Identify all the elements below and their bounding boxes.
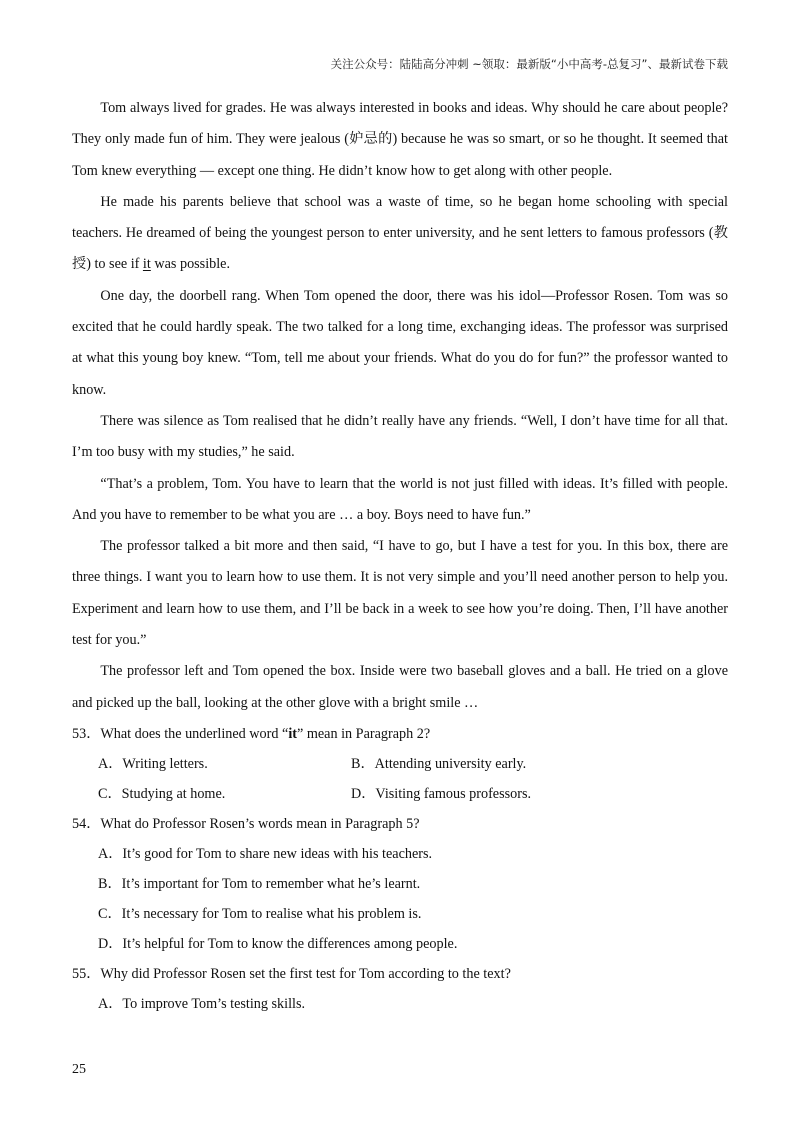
page-header: 关注公众号：陆陆高分冲刺 ~领取：最新版“小中高考-总复习”、最新试卷下载	[330, 57, 728, 71]
paragraph-7	[72, 656, 728, 719]
paragraph-6-text: The professor talked a bit more and then said, “I have to go, but I have a test for you. In this box, there are three things. I want you to learn how to use them. It is not very simple and you’ll need another person to help you. Experiment and learn how to use them, and I’ll be back in a week to see how you’re doing. Then, I’ll have another test for you.”	[72, 538, 728, 649]
paragraph-5	[72, 469, 728, 532]
paragraph-2-text-after: was possible.	[150, 256, 231, 273]
paragraph-3	[72, 281, 728, 406]
paragraph-6	[72, 531, 728, 656]
question-53-option-c: C．Studying at home.	[98, 785, 226, 802]
question-54-option-b: B．It’s important for Tom to remember what he’s learnt.	[98, 875, 421, 892]
question-54-option-a: A．It’s good for Tom to share new ideas with his teachers.	[98, 845, 433, 862]
question-54-option-c: C．It’s necessary for Tom to realise what his problem is.	[98, 905, 422, 922]
document-body	[72, 93, 728, 1019]
paragraph-7-text: The professor left and Tom opened the box. Inside were two baseball gloves and a ball. He tried on a glove and picked up the ball, looking at the other glove with a bright smile …	[72, 663, 728, 711]
question-53-option-a: A．Writing letters.	[98, 755, 208, 772]
paragraph-3-text: One day, the doorbell rang. When Tom opened the door, there was his idol—Professor Rosen. Tom was so excited that he could hardly speak. The two talked for a long time, exchanging ideas. The professor was surprised at what this young boy knew. “Tom, tell me about your friends. What do you do for fun?” the professor wanted to know.	[72, 287, 728, 398]
question-53-prefix: 53．What does the underlined word “	[72, 725, 289, 742]
question-53-option-d: D．Visiting famous professors.	[351, 785, 532, 802]
page-number: 25	[72, 1062, 86, 1077]
underlined-word-it: it	[142, 256, 151, 273]
paragraph-1-text: Tom always lived for grades. He was always interested in books and ideas. Why should he care about people? They only made fun of him. They were jealous (妒忌的) because he was so smart, or so he thought. It seemed that Tom knew everything — except one thing. He didn’t know how to get along with other people.	[72, 100, 728, 179]
paragraph-4-text: There was silence as Tom realised that he didn’t really have any friends. “Well, I don’t have time for all that. I’m too busy with my studies,” he said.	[72, 412, 728, 461]
paragraph-2	[72, 187, 728, 281]
question-53	[72, 719, 728, 749]
question-53-options-row-2	[72, 779, 728, 809]
paragraph-1	[72, 93, 728, 187]
paragraph-5-text: “That’s a problem, Tom. You have to learn that the world is not just filled with ideas. It’s filled with people. And you have to remember to be what you are … a boy. Boys need to have fun.”	[72, 475, 728, 523]
question-53-options-row-1	[72, 749, 728, 779]
question-53-suffix: ” mean in Paragraph 2?	[296, 725, 431, 742]
question-55-option-a: A．To improve Tom’s testing skills.	[98, 995, 306, 1012]
question-53-bold-word: it	[288, 725, 297, 742]
question-54-option-d: D．It’s helpful for Tom to know the differences among people.	[98, 935, 458, 952]
question-53-option-b: B．Attending university early.	[351, 755, 527, 772]
question-54: 54．What do Professor Rosen’s words mean in Paragraph 5?	[72, 815, 420, 832]
paragraph-4	[72, 406, 728, 469]
question-55: 55．Why did Professor Rosen set the first test for Tom according to the text?	[72, 965, 511, 982]
paragraph-2-text-before: He made his parents believe that school was a waste of time, so he began home schooling with special teachers. He dreamed of being the youngest person to enter university, and he sent letters to famous professors (教授) to see if	[72, 193, 728, 273]
